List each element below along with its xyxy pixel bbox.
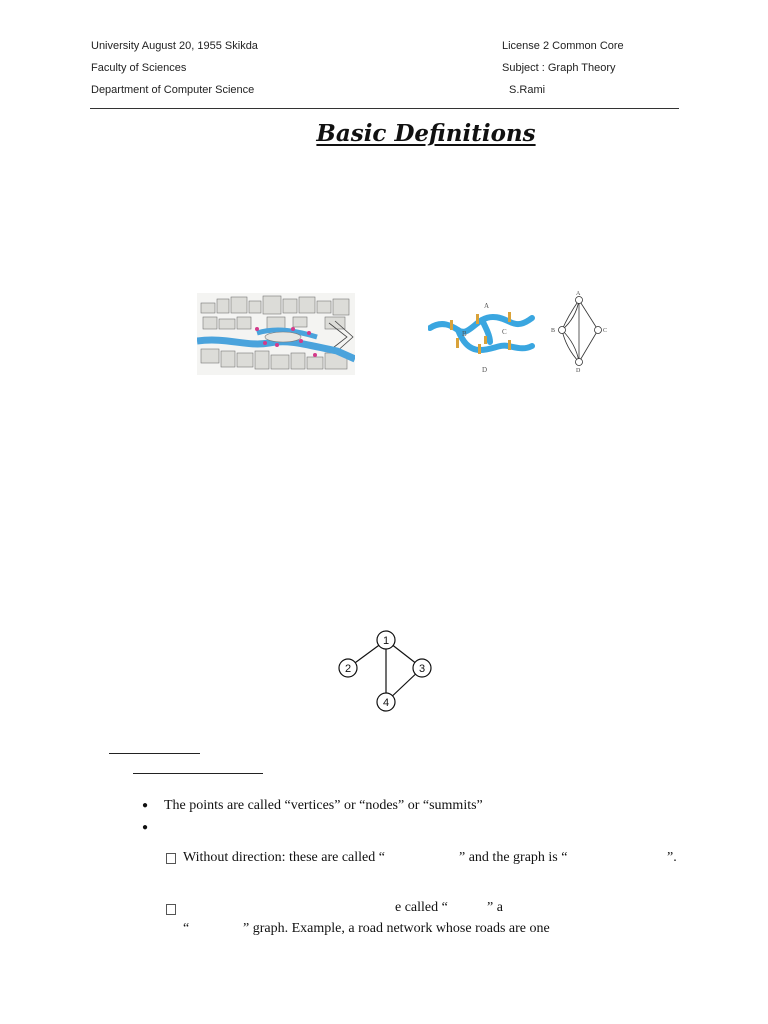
graph-node-2: 2 [344,663,352,675]
missing-glyph-box-1 [166,853,176,864]
kb-node-d: D [576,368,581,374]
header-author: S.Rami [509,84,546,96]
header-level: License 2 Common Core [502,40,624,52]
kb-node-c: C [603,328,608,334]
region-label-d: D [482,366,488,374]
graph-node-1: 1 [382,635,390,647]
heading-underline-1 [109,753,200,754]
missing-glyph-box-2 [166,904,176,915]
konigsberg-graph [546,290,614,374]
bridges-river-diagram [428,296,536,376]
graph-node-3: 3 [418,663,426,675]
konigsberg-city-illustration [197,293,355,375]
region-label-b: B [462,330,467,338]
text-called: e called “ [395,900,448,915]
bullet-text-vertices: The points are called “vertices” or “nodes” or “summits” [164,798,483,813]
heading-underline-2 [133,773,263,774]
header-department: Department of Computer Science [91,84,255,96]
example-graph [330,626,440,718]
kb-node-b: B [551,328,556,334]
header-subject: Subject : Graph Theory [502,62,616,74]
bullet-point-1: ● [142,800,149,811]
graph-node-4: 4 [382,697,390,709]
text-graph-example: ” graph. Example, a road network whose roads are one [243,921,550,936]
region-label-a: A [484,302,490,310]
text-quote-a: ” a [487,900,503,915]
region-label-c: C [502,328,507,336]
page-title: Basic Definitions [316,120,536,147]
header-university: University August 20, 1955 Skikda [91,40,258,52]
text-without-direction: Without direction: these are called “ [183,850,385,865]
kb-node-a: A [576,291,581,297]
text-and-graph-is: ” and the graph is “ [459,850,568,865]
bullet-point-2: ● [142,822,149,833]
text-open-quote: “ [183,921,190,936]
header-divider [90,108,679,109]
header-faculty: Faculty of Sciences [91,62,187,74]
text-end-quote: ”. [667,850,677,865]
